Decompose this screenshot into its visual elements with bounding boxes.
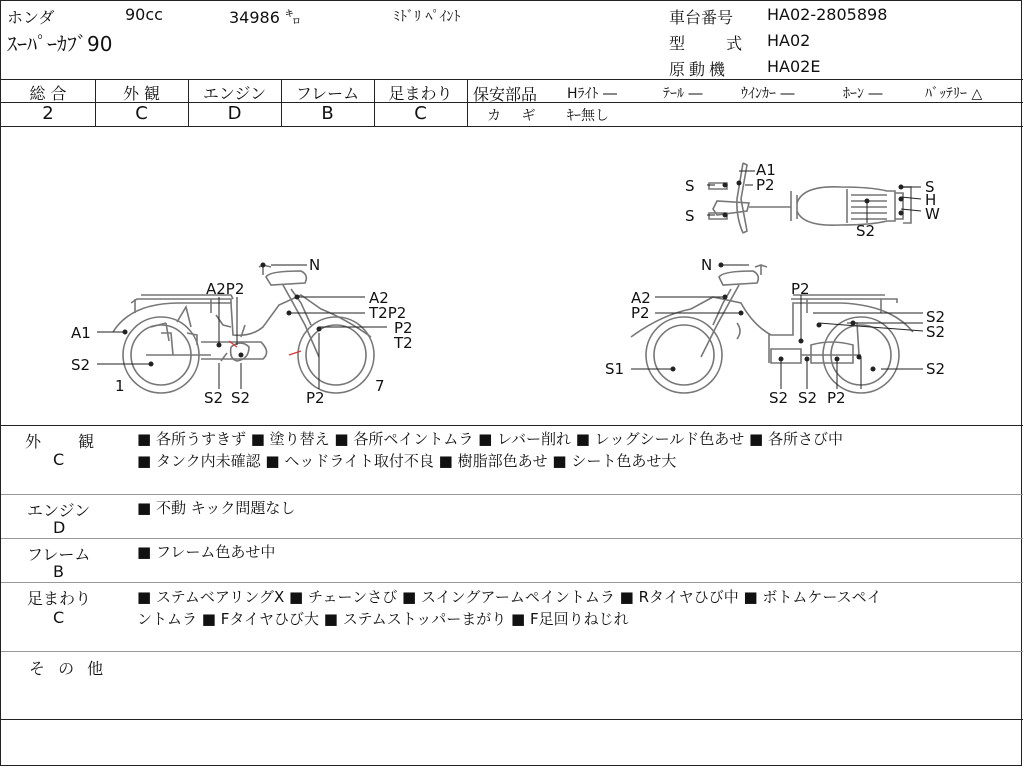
comment-label-frame: フレーム [27, 545, 91, 564]
key-value: ｷｰ無し [567, 108, 609, 124]
diagram-mark-a1: A1 [71, 324, 91, 342]
safety-item-tail: ﾃｰﾙ ― [663, 86, 703, 102]
diagram-mark-a2: A2 [631, 289, 651, 307]
diagram-mark-a2p2: A2P2 [206, 280, 245, 298]
key-label: カ ギ [487, 108, 544, 124]
diagram-mark-7: 7 [375, 377, 385, 395]
diagram-mark-n: N [701, 256, 713, 274]
engine-model-value: HA02E [767, 57, 821, 76]
diagram-mark-t2p2: T2P2 [369, 304, 407, 322]
diagram-mark-s2: S2 [926, 323, 946, 341]
comment-grade-exterior: C [53, 450, 65, 469]
divider [1, 494, 1023, 495]
diagram-mark-s2: S2 [926, 360, 946, 378]
diagram-mark-s2: S2 [769, 389, 789, 407]
chassis-value: HA02-2805898 [767, 5, 888, 24]
diagram-mark-s2: S2 [71, 356, 91, 374]
diagram-mark-a1: A1 [756, 161, 776, 179]
bike-top-view [709, 163, 911, 233]
grade-value-exterior: C [135, 103, 148, 124]
comment-grade-frame: B [53, 562, 64, 581]
displacement: 90cc [125, 5, 163, 24]
diagram-mark-s: S [925, 178, 935, 196]
chassis-label: 車台番号 [669, 8, 734, 27]
diagram-mark-w: W [925, 205, 940, 223]
grade-value-overall: 2 [42, 103, 54, 124]
bike-right-view [631, 265, 913, 393]
diagram-mark-h: H [925, 191, 937, 209]
divider [1, 719, 1023, 720]
safety-item-horn: ﾎｰﾝ ― [843, 86, 883, 102]
diagram-mark-s2: S2 [204, 389, 224, 407]
comment-text-exterior-2: ■ タンク内未確認 ■ ヘッドライト取付不良 ■ 樹脂部色あせ ■ シート色あせ大 [137, 452, 677, 470]
diagram-mark-s2: S2 [231, 389, 251, 407]
grade-label-overall: 総 合 [29, 84, 67, 103]
comment-label-engine: エンジン [27, 501, 91, 520]
diagram-mark-s1: S1 [605, 360, 625, 378]
grade-value-frame: B [321, 103, 334, 124]
safety-label: 保安部品 [473, 85, 538, 104]
diagram-mark-n: N [309, 256, 321, 274]
mileage: 34986 ㌔ [229, 8, 301, 27]
comment-label-exterior: 外 観 [25, 432, 111, 451]
diagram-mark-s2: S2 [856, 222, 876, 240]
safety-item-winker: ｳｲﾝｶｰ ― [741, 86, 795, 102]
divider [1, 582, 1023, 583]
diagram-mark-t2: T2 [394, 334, 413, 352]
comment-grade-suspension: C [53, 608, 65, 627]
grade-label-frame: フレーム [295, 84, 360, 103]
divider [1, 79, 1023, 80]
diagram-mark-p2: P2 [827, 389, 846, 407]
grade-label-suspension: 足まわり [388, 84, 453, 103]
diagram-mark-s: S [685, 207, 695, 225]
type-value: HA02 [767, 31, 811, 50]
comment-text-suspension-2: ントムラ ■ Fタイヤひび大 ■ ステムストッパーまがり ■ F足回りねじれ [137, 610, 629, 628]
diagram-mark-1: 1 [115, 377, 125, 395]
comment-text-engine-1: ■ 不動 キック問題なし [137, 499, 296, 517]
diagram-mark-s: S [685, 177, 695, 195]
diagram-mark-p2: P2 [756, 176, 775, 194]
diagram-mark-s2: S2 [798, 389, 818, 407]
safety-item-battery: ﾊﾞｯﾃﾘｰ △ [925, 86, 983, 102]
comment-text-suspension-1: ■ ステムベアリングX ■ チェーンさび ■ スイングアームペイントムラ ■ Rタイヤひび中 ■ ボトムケースペイ [137, 588, 882, 606]
model-name: ｽｰﾊﾟｰｶﾌﾞ90 [7, 32, 113, 56]
grade-label-exterior: 外 観 [122, 84, 161, 103]
diagram-mark-s2: S2 [926, 308, 946, 326]
damage-diagram [1, 127, 1023, 425]
diagram-mark-p2: P2 [631, 304, 650, 322]
engine-model-label: 原動機 [669, 60, 730, 79]
type-label: 型 式 [669, 34, 761, 53]
maker: ホンダ [7, 8, 55, 27]
comment-label-suspension: 足まわり [27, 589, 92, 608]
divider [1, 651, 1023, 652]
comment-grade-engine: D [53, 518, 66, 537]
diagram-mark-a2: A2 [369, 289, 389, 307]
comment-text-frame-1: ■ フレーム色あせ中 [137, 543, 276, 561]
comment-label-other: そ の 他 [29, 659, 108, 678]
divider [1, 425, 1023, 426]
divider [1, 538, 1023, 539]
diagram-mark-p2: P2 [791, 280, 810, 298]
comment-text-exterior-1: ■ 各所うすきず ■ 塗り替え ■ 各所ペイントムラ ■ レバー削れ ■ レッグシールド色あせ ■ 各所さび中 [137, 430, 843, 448]
diagram-mark-p2: P2 [394, 319, 413, 337]
safety-item-headlight: Hﾗｲﾄ ― [567, 86, 617, 102]
diagram-mark-p2: P2 [306, 389, 325, 407]
color: ﾐﾄﾞﾘ ﾍﾟｲﾝﾄ [393, 9, 461, 25]
grade-label-engine: エンジン [202, 84, 267, 103]
grade-value-engine: D [227, 103, 242, 124]
grade-value-suspension: C [414, 103, 427, 124]
